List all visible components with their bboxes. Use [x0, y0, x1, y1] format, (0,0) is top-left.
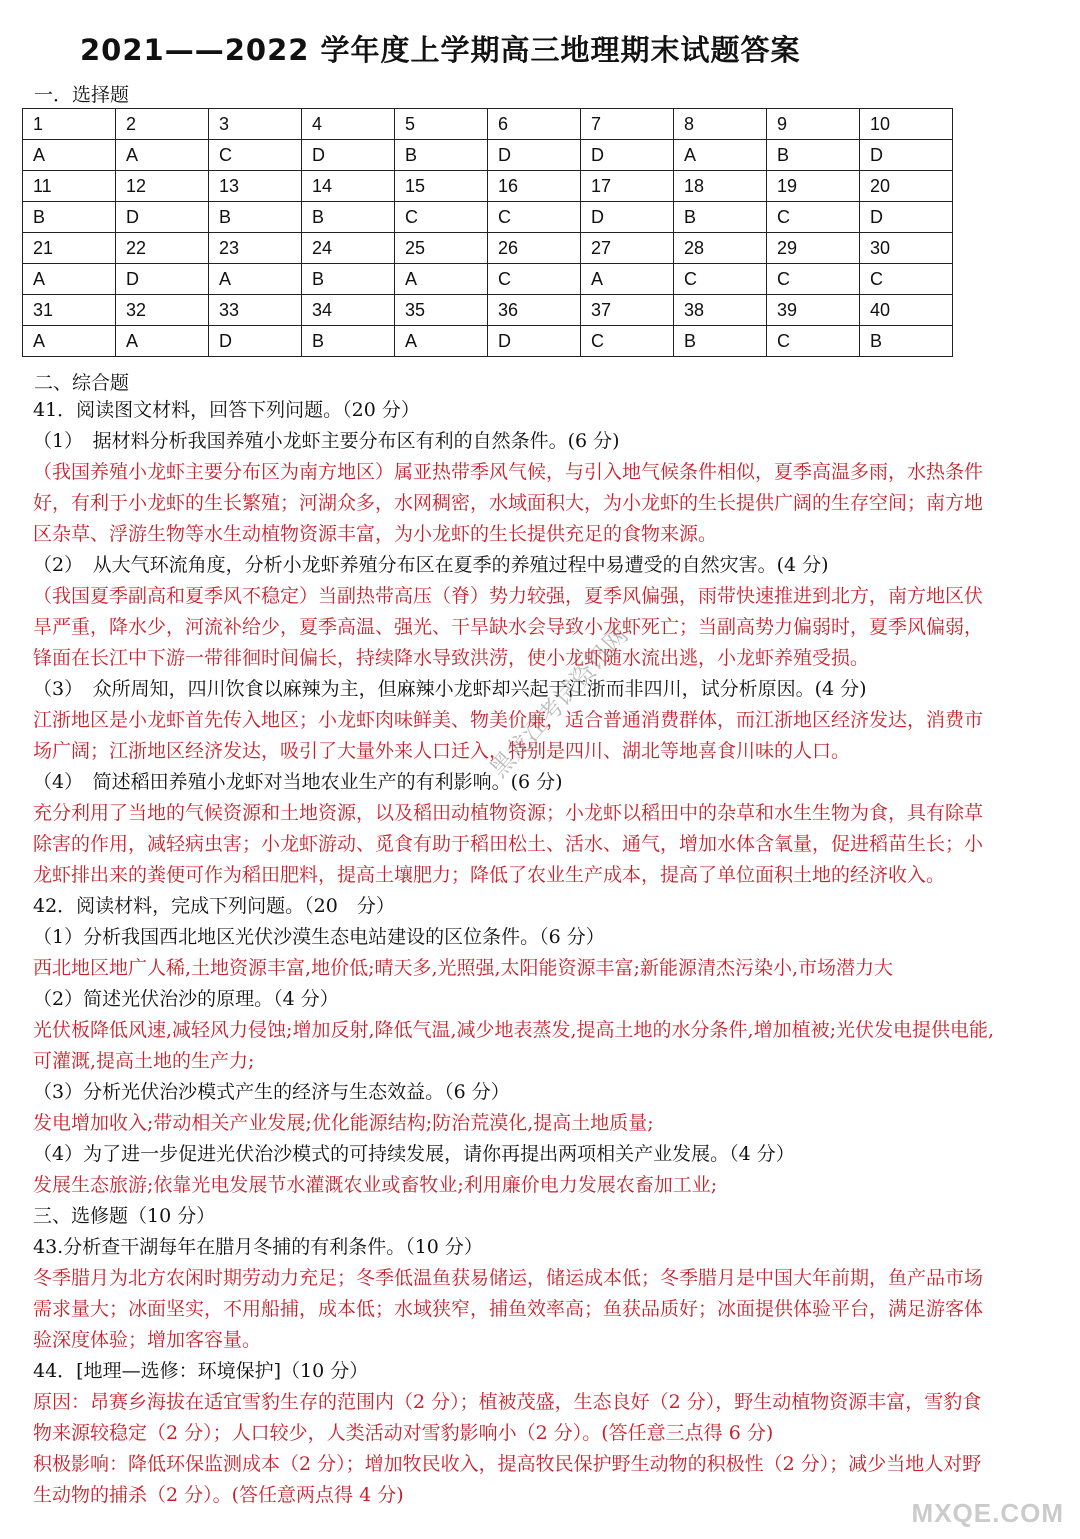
table-cell: 19 [767, 171, 860, 202]
table-cell: 12 [116, 171, 209, 202]
table-cell: B [302, 326, 395, 357]
answer-line: 除害的作用，减轻病虫害；小龙虾游动、觅食有助于稻田松土、活水、通气，增加水体含氧量，促进稻苗生长；小 [33, 833, 984, 855]
table-cell: C [488, 202, 581, 233]
question-number-row [23, 233, 953, 264]
watermark-text: 黑龙江考试资讯网 [484, 621, 634, 783]
answer-line: 验深度体验；增加客容量。 [33, 1329, 262, 1351]
answer-line: 发展生态旅游;依靠光电发展节水灌溉农业或畜牧业;利用廉价电力发展农畜加工业; [33, 1174, 718, 1196]
question-number-row [23, 109, 953, 140]
table-cell: 29 [767, 233, 860, 264]
table-cell: A [116, 326, 209, 357]
table-cell: D [302, 140, 395, 171]
answer-line: 江浙地区是小龙虾首先传入地区；小龙虾肉味鲜美、物美价廉，适合普通消费群体，而江浙地区经济发达，消费市 [33, 709, 984, 731]
table-cell: 13 [209, 171, 302, 202]
table-cell: 3 [209, 109, 302, 140]
question-line: （3）分析光伏治沙模式产生的经济与生态效益。（6 分） [33, 1081, 510, 1103]
table-cell: C [581, 326, 674, 357]
answer-line: 旱严重，降水少，河流补给少，夏季高温、强光、干旱缺水会导致小龙虾死亡；当副高势力偏弱时，夏季风偏弱， [33, 616, 984, 638]
answer-line: 西北地区地广人稀,土地资源丰富,地价低;晴天多,光照强,太阳能资源丰富;新能源清杰污染小,市场潜力大 [33, 957, 894, 979]
question-line: 三、选修题（10 分） [33, 1205, 216, 1227]
table-cell: 21 [23, 233, 116, 264]
table-cell: A [23, 140, 116, 171]
table-cell: 5 [395, 109, 488, 140]
table-cell: B [767, 140, 860, 171]
page-title: 2021——2022 学年度上学期高三地理期末试题答案 [80, 33, 801, 67]
answer-line: 需求量大；冰面坚实，不用船捕，成本低；水域狭窄，捕鱼效率高；鱼获品质好；冰面提供体验平台，满足游客体 [33, 1298, 984, 1320]
table-cell: 32 [116, 295, 209, 326]
site-logo-text: MXQE.COM [911, 1498, 1064, 1528]
table-cell: 11 [23, 171, 116, 202]
table-cell: A [23, 326, 116, 357]
table-cell: D [860, 140, 953, 171]
answer-line: 光伏板降低风速,减轻风力侵蚀;增加反射,降低气温,减少地表蒸发,提高土地的水分条件,增加植被;光伏发电提供电能, [33, 1019, 995, 1041]
answer-line: 好，有利于小龙虾的生长繁殖；河湖众多，水网稠密，水域面积大，为小龙虾的生长提供广阔的生存空间；南方地 [33, 492, 984, 514]
table-cell: 18 [674, 171, 767, 202]
table-cell: D [581, 140, 674, 171]
table-cell: C [674, 264, 767, 295]
question-line: （3） 众所周知，四川饮食以麻辣为主，但麻辣小龙虾却兴起于江浙而非四川，试分析原因。(4 分) [33, 678, 867, 700]
question-line: 42．阅读材料，完成下列问题。（20 分） [33, 895, 395, 917]
table-cell: 24 [302, 233, 395, 264]
table-cell: 4 [302, 109, 395, 140]
answer-line: 积极影响：降低环保监测成本（2 分）；增加牧民收入，提高牧民保护野生动物的积极性（2 分）；减少当地人对野 [33, 1453, 982, 1475]
table-cell: B [23, 202, 116, 233]
table-cell: 7 [581, 109, 674, 140]
table-cell: B [674, 326, 767, 357]
table-cell: 23 [209, 233, 302, 264]
table-cell: D [116, 264, 209, 295]
answer-line: 物来源较稳定（2 分）；人口较少，人类活动对雪豹影响小（2 分）。(答任意三点得 6 分) [33, 1422, 774, 1444]
table-cell: 2 [116, 109, 209, 140]
table-cell: B [302, 264, 395, 295]
answer-line: 区杂草、浮游生物等水生动植物资源丰富，为小龙虾的生长提供充足的食物来源。 [33, 523, 718, 545]
table-cell: A [395, 264, 488, 295]
question-number-row [23, 171, 953, 202]
table-cell: A [581, 264, 674, 295]
table-cell: 14 [302, 171, 395, 202]
table-cell: 26 [488, 233, 581, 264]
table-cell: B [209, 202, 302, 233]
answer-line: 生动物的捕杀（2 分）。(答任意两点得 4 分) [33, 1484, 404, 1506]
table-cell: A [116, 140, 209, 171]
table-cell: A [674, 140, 767, 171]
section-heading-choice: 一．选择题 [34, 84, 130, 106]
answer-table [22, 108, 953, 357]
table-cell: 28 [674, 233, 767, 264]
table-cell: D [209, 326, 302, 357]
table-cell: 20 [860, 171, 953, 202]
table-cell: C [488, 264, 581, 295]
answer-row [23, 264, 953, 295]
answer-line: （我国养殖小龙虾主要分布区为南方地区）属亚热带季风气候，与引入地气候条件相似，夏季高温多雨，水热条件 [33, 461, 984, 483]
table-cell: D [488, 326, 581, 357]
answer-line: （我国夏季副高和夏季风不稳定）当副热带高压（脊）势力较强，夏季风偏强，雨带快速推进到北方，南方地区伏 [33, 585, 984, 607]
question-line: 44．[地理—选修：环境保护]（10 分） [33, 1360, 369, 1382]
table-cell: 39 [767, 295, 860, 326]
table-cell: C [209, 140, 302, 171]
answer-line: 锋面在长江中下游一带徘徊时间偏长，持续降水导致洪涝，使小龙虾随水流出逃，小龙虾养殖受损。 [33, 647, 870, 669]
question-line: （4）为了进一步促进光伏治沙模式的可持续发展，请你再提出两项相关产业发展。（4 分） [33, 1143, 795, 1165]
table-cell: C [767, 202, 860, 233]
question-line: （1） 据材料分析我国养殖小龙虾主要分布区有利的自然条件。(6 分) [33, 430, 620, 452]
question-line: 41．阅读图文材料，回答下列问题。（20 分） [33, 399, 420, 421]
table-cell: 22 [116, 233, 209, 264]
table-cell: 25 [395, 233, 488, 264]
question-line: （4） 简述稻田养殖小龙虾对当地农业生产的有利影响。(6 分) [33, 771, 563, 793]
table-cell: 37 [581, 295, 674, 326]
table-cell: D [581, 202, 674, 233]
table-cell: 30 [860, 233, 953, 264]
answer-line: 充分利用了当地的气候资源和土地资源，以及稻田动植物资源；小龙虾以稻田中的杂草和水生生物为食，具有除草 [33, 802, 984, 824]
table-cell: 10 [860, 109, 953, 140]
answer-row [23, 202, 953, 233]
answer-line: 冬季腊月为北方农闲时期劳动力充足；冬季低温鱼获易储运，储运成本低；冬季腊月是中国大年前期，鱼产品市场 [33, 1267, 984, 1289]
table-cell: C [767, 326, 860, 357]
table-cell: B [395, 140, 488, 171]
table-cell: D [488, 140, 581, 171]
table-cell: 1 [23, 109, 116, 140]
site-logo [884, 1451, 1064, 1531]
question-line: （2）简述光伏治沙的原理。（4 分） [33, 988, 339, 1010]
question-line: （2） 从大气环流角度，分析小龙虾养殖分布区在夏季的养殖过程中易遭受的自然灾害。(4 分) [33, 554, 829, 576]
table-cell: 34 [302, 295, 395, 326]
answers-content [33, 395, 1073, 1511]
table-cell: 8 [674, 109, 767, 140]
table-cell: 27 [581, 233, 674, 264]
table-cell: A [209, 264, 302, 295]
answer-line: 龙虾排出来的粪便可作为稻田肥料，提高土壤肥力；降低了农业生产成本，提高了单位面积土地的经济收入。 [33, 864, 946, 886]
table-cell: B [860, 326, 953, 357]
answer-line: 可灌溉,提高土地的生产力; [33, 1050, 255, 1072]
table-cell: 17 [581, 171, 674, 202]
answer-line: 场广阔；江浙地区经济发达，吸引了大量外来人口迁入，特别是四川、湖北等地喜食川味的人口。 [33, 740, 851, 762]
table-cell: D [116, 202, 209, 233]
table-cell: 35 [395, 295, 488, 326]
answer-row [23, 326, 953, 357]
table-cell: 40 [860, 295, 953, 326]
table-cell: C [395, 202, 488, 233]
table-cell: 9 [767, 109, 860, 140]
table-cell: 38 [674, 295, 767, 326]
table-cell: C [767, 264, 860, 295]
table-cell: 6 [488, 109, 581, 140]
question-line: （1）分析我国西北地区光伏沙漠生态电站建设的区位条件。（6 分） [33, 926, 605, 948]
table-cell: 31 [23, 295, 116, 326]
table-cell: C [860, 264, 953, 295]
table-cell: 15 [395, 171, 488, 202]
table-cell: D [860, 202, 953, 233]
table-cell: A [23, 264, 116, 295]
section-heading-comprehensive: 二、综合题 [34, 372, 130, 394]
question-number-row [23, 295, 953, 326]
table-cell: 33 [209, 295, 302, 326]
table-cell: 16 [488, 171, 581, 202]
question-line: 43.分析查干湖每年在腊月冬捕的有利条件。（10 分） [33, 1236, 483, 1258]
answer-line: 原因：昂赛乡海拔在适宜雪豹生存的范围内（2 分）；植被茂盛，生态良好（2 分），野生动植物资源丰富，雪豹食 [33, 1391, 982, 1413]
table-cell: 36 [488, 295, 581, 326]
answer-line: 发电增加收入;带动相关产业发展;优化能源结构;防治荒漠化,提高土地质量; [33, 1112, 654, 1134]
table-cell: B [674, 202, 767, 233]
table-cell: A [395, 326, 488, 357]
table-cell: B [302, 202, 395, 233]
answer-row [23, 140, 953, 171]
